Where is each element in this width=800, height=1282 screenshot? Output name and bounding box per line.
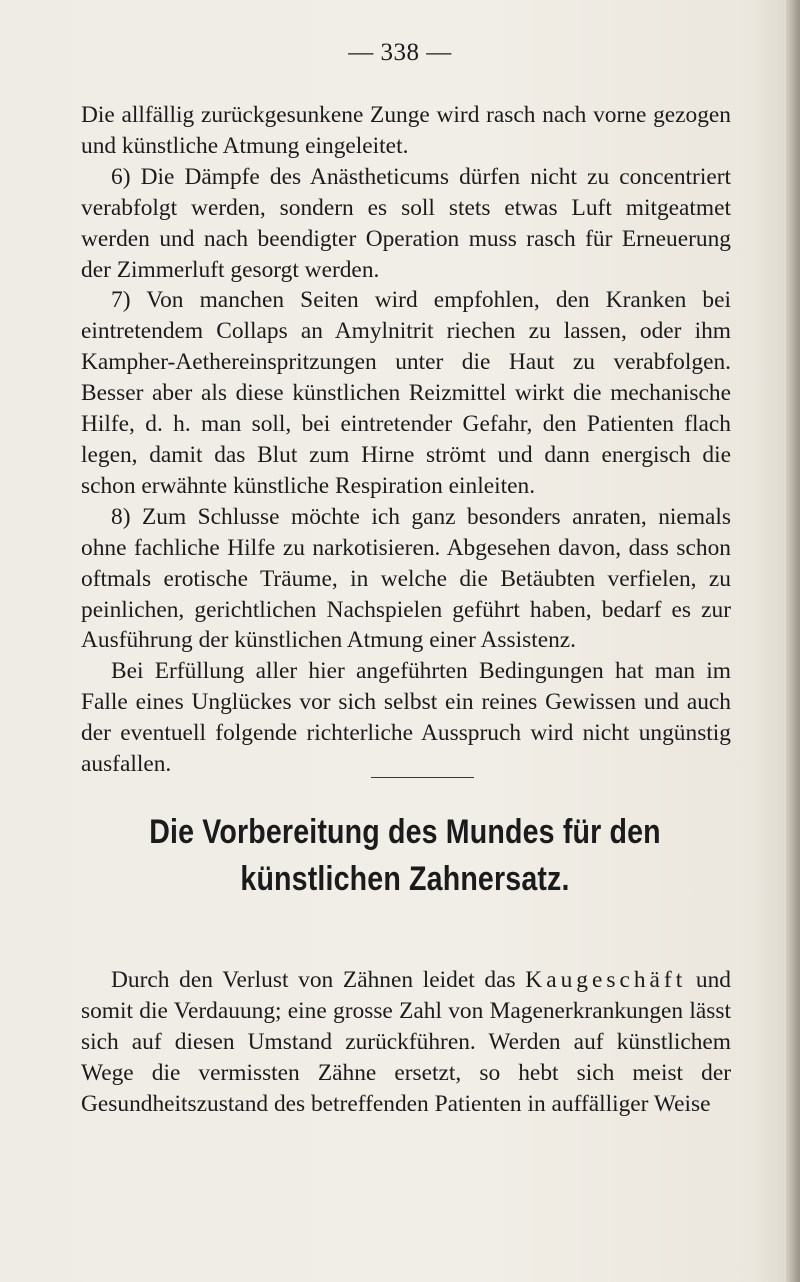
paragraph-text-before: Durch den Verlust von Zähnen leidet das: [111, 967, 516, 993]
emphasized-term: Kaugeschäft: [525, 967, 687, 993]
section-heading: Die Vorbereitung des Mundes für den künstlichen Zahnersatz.: [149, 813, 661, 898]
paragraph-intro: [81, 965, 731, 1120]
paragraph: Die allfällig zurückgesunkene Zunge wird rasch nach vorne gezogen und künstliche Atmung eingeleitet.: [81, 102, 731, 159]
body-text-bottom: [81, 965, 731, 1120]
paragraph-text-after: und somit die Verdauung; eine grosse Zahl von Magenerkrankungen lässt sich auf diesen Umstand zurückführen. Werden auf künstlichem Wege die vermissten Zähne ersetzt, so hebt sich meist der Gesundheitszustand des betreffenden Patienten in auffälliger Weise: [81, 967, 731, 1117]
body-text-top: [81, 100, 731, 780]
page-edge-shadow: [786, 0, 800, 1282]
page-number: — 338 —: [348, 39, 452, 66]
paragraph-closing: Bei Erfüllung aller hier angeführten Bedingungen hat man im Falle eines Unglückes vor sich selbst ein reines Gewissen und auch der eventuell folgende richterliche Ausspruch wird nicht ungünstig ausfallen.: [81, 658, 731, 778]
paragraph-7: 7) Von manchen Seiten wird empfohlen, den Kranken bei eintretendem Collaps an Amylnitrit riechen zu lassen, oder ihm Kampher-Aethereinspritzungen unter die Haut zu verabfolgen. Besser aber als diese künstlichen Reizmittel wirkt die mechanische Hilfe, d. h. man soll, bei eintretender Gefahr, den Patienten flach legen, damit das Blut zum Hirne strömt und dann energisch die schon erwähnte künstliche Respiration einleiten.: [81, 287, 731, 499]
section-divider: [371, 777, 474, 778]
paragraph-8: 8) Zum Schlusse möchte ich ganz besonders anraten, niemals ohne fachliche Hilfe zu narkotisieren. Abgesehen davon, dass schon oftmals erotische Träume, in welche die Betäubten verfielen, zu peinlichen, gerichtlichen Nachspielen geführt haben, bedarf es zur Ausführung der künstlichen Atmung einer Assistenz.: [81, 503, 731, 654]
paragraph-6: 6) Die Dämpfe des Anästheticums dürfen nicht zu concentriert verabfolgt werden, sondern es soll stets etwas Luft mitgeatmet werden und nach beendigter Operation muss rasch für Erneuerung der Zimmerluft gesorgt werden.: [81, 163, 731, 283]
